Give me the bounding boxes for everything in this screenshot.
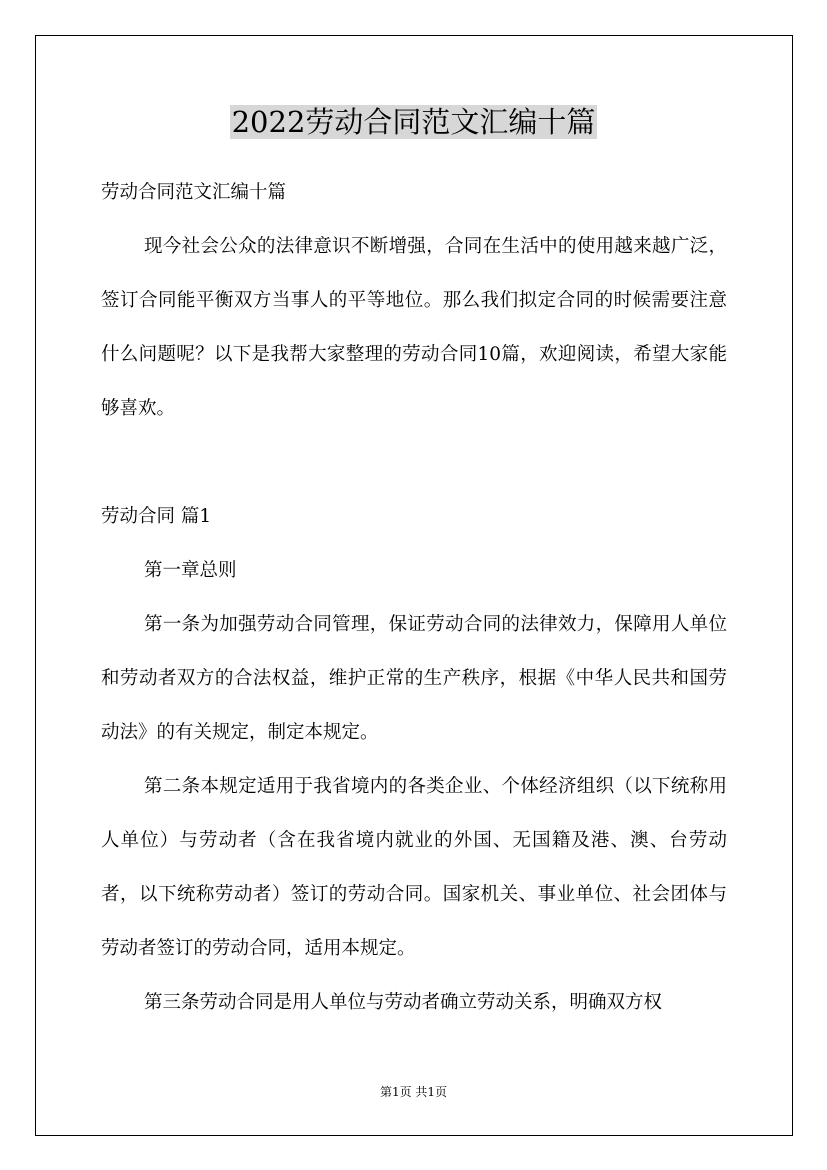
- article-1-paragraph: 第一条为加强劳动合同管理，保证劳动合同的法律效力，保障用人单位和劳动者双方的合法权益，维护正常的生产秩序，根据《中华人民共和国劳动法》的有关规定，制定本规定。: [101, 614, 727, 743]
- page-footer: 第1页 共1页: [379, 1085, 448, 1099]
- chapter-heading: 第一章总则: [144, 560, 237, 581]
- document-title-text: 2022劳动合同范文汇编十篇: [231, 105, 596, 139]
- section-heading: 劳动合同 篇1: [101, 506, 212, 527]
- document-subtitle: 劳动合同范文汇编十篇: [101, 182, 287, 203]
- document-title: [0, 100, 827, 144]
- article-3-paragraph: 第三条劳动合同是用人单位与劳动者确立劳动关系，明确双方权: [144, 992, 663, 1013]
- intro-paragraph: 现今社会公众的法律意识不断增强，合同在生活中的使用越来越广泛，签订合同能平衡双方当事人的平等地位。那么我们拟定合同的时候需要注意什么问题呢？以下是我帮大家整理的劳动合同10篇，欢迎阅读，希望大家能够喜欢。: [101, 236, 727, 419]
- article-2-paragraph: 第二条本规定适用于我省境内的各类企业、个体经济组织（以下统称用人单位）与劳动者（含在我省境内就业的外国、无国籍及港、澳、台劳动者，以下统称劳动者）签订的劳动合同。国家机关、事业单位、社会团体与劳动者签订的劳动合同，适用本规定。: [101, 776, 727, 959]
